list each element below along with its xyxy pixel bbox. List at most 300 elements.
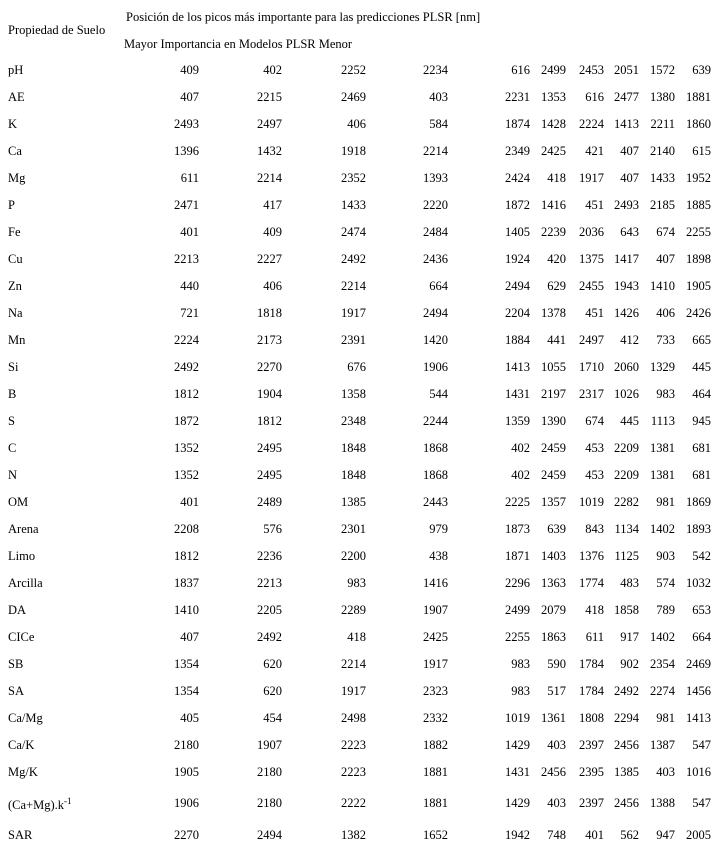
importance-scale-header: Mayor Importancia en Modelos PLSR Menor xyxy=(124,37,353,51)
peak-value: 2274 xyxy=(650,684,675,698)
peak-value: 2323 xyxy=(423,684,448,698)
property-label: Si xyxy=(8,360,19,374)
peak-value: 1353 xyxy=(541,90,566,104)
peak-value: 902 xyxy=(620,657,639,671)
peak-value: 620 xyxy=(263,657,282,671)
peak-value: 2354 xyxy=(650,657,675,671)
peak-value: 2215 xyxy=(257,90,282,104)
peak-value: 947 xyxy=(656,828,675,842)
table-row xyxy=(0,63,719,81)
peak-value: 1134 xyxy=(614,522,639,536)
peak-value: 2492 xyxy=(614,684,639,698)
peak-value: 1387 xyxy=(650,738,675,752)
peak-value: 2209 xyxy=(614,468,639,482)
peak-value: 2180 xyxy=(174,738,199,752)
peak-value: 2197 xyxy=(541,387,566,401)
peak-value: 2494 xyxy=(423,306,448,320)
peak-value: 2236 xyxy=(257,549,282,563)
peak-value: 1924 xyxy=(505,252,530,266)
peak-value: 1906 xyxy=(174,796,199,810)
peak-value: 1881 xyxy=(423,796,448,810)
peak-value: 1032 xyxy=(686,576,711,590)
peak-value: 2220 xyxy=(423,198,448,212)
peak-value: 2255 xyxy=(686,225,711,239)
table-row xyxy=(0,576,719,594)
peak-value: 2492 xyxy=(257,630,282,644)
peak-value: 440 xyxy=(180,279,199,293)
peak-value: 611 xyxy=(585,630,604,644)
peak-value: 1402 xyxy=(650,522,675,536)
table-row xyxy=(0,738,719,756)
table-row xyxy=(0,684,719,702)
property-label: P xyxy=(8,198,15,212)
peak-value: 1426 xyxy=(614,306,639,320)
property-label: S xyxy=(8,414,15,428)
peak-value: 2200 xyxy=(341,549,366,563)
peak-value: 1016 xyxy=(686,765,711,779)
peak-value: 643 xyxy=(620,225,639,239)
peak-value: 2296 xyxy=(505,576,530,590)
peak-value: 1403 xyxy=(541,549,566,563)
peak-value: 2209 xyxy=(614,441,639,455)
peak-value: 1431 xyxy=(505,765,530,779)
peak-value: 2180 xyxy=(257,796,282,810)
property-label: SA xyxy=(8,684,24,698)
peak-value: 590 xyxy=(547,657,566,671)
peak-value: 2459 xyxy=(541,468,566,482)
peak-value: 547 xyxy=(692,738,711,752)
peak-value: 574 xyxy=(656,576,675,590)
peak-value: 2223 xyxy=(341,738,366,752)
peak-value: 1376 xyxy=(579,549,604,563)
peak-value: 1881 xyxy=(423,765,448,779)
peak-value: 547 xyxy=(692,796,711,810)
peak-value: 517 xyxy=(547,684,566,698)
peak-value: 2224 xyxy=(174,333,199,347)
peak-value: 2239 xyxy=(541,225,566,239)
peak-value: 1358 xyxy=(341,387,366,401)
peak-value: 1942 xyxy=(505,828,530,842)
peak-value: 674 xyxy=(585,414,604,428)
peak-value: 2214 xyxy=(341,279,366,293)
peak-value: 407 xyxy=(180,90,199,104)
peak-value: 917 xyxy=(620,630,639,644)
peak-value: 1363 xyxy=(541,576,566,590)
peak-value: 1873 xyxy=(505,522,530,536)
peak-value: 983 xyxy=(656,387,675,401)
peak-value: 2493 xyxy=(614,198,639,212)
peak-value: 748 xyxy=(547,828,566,842)
peak-value: 983 xyxy=(511,657,530,671)
peak-value: 407 xyxy=(656,252,675,266)
peak-value: 403 xyxy=(429,90,448,104)
peak-value: 2294 xyxy=(614,711,639,725)
peak-value: 2005 xyxy=(686,828,711,842)
peak-value: 1352 xyxy=(174,441,199,455)
peak-value: 1872 xyxy=(174,414,199,428)
peak-value: 418 xyxy=(585,603,604,617)
peak-value: 454 xyxy=(263,711,282,725)
property-label: N xyxy=(8,468,18,482)
peak-value: 1352 xyxy=(174,468,199,482)
peak-value: 2244 xyxy=(423,414,448,428)
peak-value: 405 xyxy=(180,711,199,725)
property-label: Ca/K xyxy=(8,738,35,752)
label-superscript: -1 xyxy=(64,796,72,806)
peak-value: 639 xyxy=(547,522,566,536)
peak-value: 1381 xyxy=(650,441,675,455)
peak-value: 445 xyxy=(620,414,639,428)
peak-value: 2493 xyxy=(174,117,199,131)
peak-value: 2211 xyxy=(650,117,675,131)
peak-value: 1882 xyxy=(423,738,448,752)
peak-value: 1917 xyxy=(341,306,366,320)
peak-value: 453 xyxy=(585,468,604,482)
peak-value: 1874 xyxy=(505,117,530,131)
peak-value: 2270 xyxy=(174,828,199,842)
peak-value: 2252 xyxy=(341,63,366,77)
peak-value: 2425 xyxy=(423,630,448,644)
peak-value: 2477 xyxy=(614,90,639,104)
table-row xyxy=(0,796,719,814)
peak-value: 721 xyxy=(180,306,199,320)
peak-value: 1848 xyxy=(341,441,366,455)
peak-value: 576 xyxy=(263,522,282,536)
property-label: DA xyxy=(8,603,27,617)
table-row xyxy=(0,495,719,513)
peak-value: 2497 xyxy=(579,333,604,347)
peak-value: 1354 xyxy=(174,684,199,698)
peak-value: 733 xyxy=(656,333,675,347)
peak-value: 406 xyxy=(347,117,366,131)
peak-value: 2317 xyxy=(579,387,604,401)
property-label: C xyxy=(8,441,17,455)
property-label: Cu xyxy=(8,252,23,266)
peak-value: 1818 xyxy=(257,306,282,320)
peak-value: 1026 xyxy=(614,387,639,401)
peak-value: 1917 xyxy=(341,684,366,698)
property-column-header: Propiedad de Suelo xyxy=(8,23,106,37)
peak-value: 2471 xyxy=(174,198,199,212)
peak-value: 2173 xyxy=(257,333,282,347)
table-row xyxy=(0,117,719,135)
peak-value: 2436 xyxy=(423,252,448,266)
peak-value: 1431 xyxy=(505,387,530,401)
peak-value: 1904 xyxy=(257,387,282,401)
peak-value: 1917 xyxy=(579,171,604,185)
table-row xyxy=(0,441,719,459)
peak-value: 418 xyxy=(347,630,366,644)
peak-value: 1354 xyxy=(174,657,199,671)
peak-value: 542 xyxy=(692,549,711,563)
peak-value: 1907 xyxy=(423,603,448,617)
peak-value: 1652 xyxy=(423,828,448,842)
peak-value: 2425 xyxy=(541,144,566,158)
peak-value: 981 xyxy=(656,711,675,725)
table-row xyxy=(0,198,719,216)
peak-value: 1390 xyxy=(541,414,566,428)
peak-value: 464 xyxy=(692,387,711,401)
peak-value: 2051 xyxy=(614,63,639,77)
table-row xyxy=(0,306,719,324)
table-row xyxy=(0,252,719,270)
peak-value: 2223 xyxy=(341,765,366,779)
peak-value: 451 xyxy=(585,198,604,212)
peak-value: 2498 xyxy=(341,711,366,725)
peak-value: 2213 xyxy=(257,576,282,590)
peak-value: 1869 xyxy=(686,495,711,509)
peak-value: 438 xyxy=(429,549,448,563)
peak-value: 2492 xyxy=(341,252,366,266)
property-label: Mg xyxy=(8,171,26,185)
peak-value: 1905 xyxy=(174,765,199,779)
peak-value: 2456 xyxy=(541,765,566,779)
peak-value: 412 xyxy=(620,333,639,347)
peak-value: 402 xyxy=(511,441,530,455)
peak-value: 616 xyxy=(585,90,604,104)
peak-value: 2453 xyxy=(579,63,604,77)
property-label: SAR xyxy=(8,828,33,842)
peak-value: 2222 xyxy=(341,796,366,810)
peak-value: 2349 xyxy=(505,144,530,158)
peak-value: 1432 xyxy=(257,144,282,158)
peak-value: 629 xyxy=(547,279,566,293)
peak-value: 403 xyxy=(656,765,675,779)
peak-value: 1416 xyxy=(423,576,448,590)
peak-value: 681 xyxy=(692,441,711,455)
peak-value: 1784 xyxy=(579,684,604,698)
peak-value: 1906 xyxy=(423,360,448,374)
peak-value: 441 xyxy=(547,333,566,347)
peak-value: 615 xyxy=(692,144,711,158)
peak-value: 1429 xyxy=(505,738,530,752)
peak-value: 403 xyxy=(547,796,566,810)
table-row xyxy=(0,522,719,540)
peak-value: 1417 xyxy=(614,252,639,266)
peak-value: 1405 xyxy=(505,225,530,239)
peak-value: 2060 xyxy=(614,360,639,374)
peak-value: 611 xyxy=(180,171,199,185)
peak-value: 1868 xyxy=(423,468,448,482)
table-row xyxy=(0,333,719,351)
property-label: Na xyxy=(8,306,23,320)
peak-value: 1382 xyxy=(341,828,366,842)
peak-value: 1784 xyxy=(579,657,604,671)
peak-value: 983 xyxy=(511,684,530,698)
table-row xyxy=(0,414,719,432)
peak-value: 2225 xyxy=(505,495,530,509)
peak-value: 616 xyxy=(511,63,530,77)
peak-value: 674 xyxy=(656,225,675,239)
table-row xyxy=(0,279,719,297)
table-row xyxy=(0,360,719,378)
peak-value: 2301 xyxy=(341,522,366,536)
peak-value: 1329 xyxy=(650,360,675,374)
peak-value: 2456 xyxy=(614,738,639,752)
table-row xyxy=(0,90,719,108)
peak-value: 1375 xyxy=(579,252,604,266)
peak-value: 1872 xyxy=(505,198,530,212)
peak-value: 2495 xyxy=(257,468,282,482)
peak-value: 2205 xyxy=(257,603,282,617)
peak-value: 1812 xyxy=(257,414,282,428)
peak-value: 1413 xyxy=(505,360,530,374)
peak-value: 2185 xyxy=(650,198,675,212)
peak-value: 1917 xyxy=(423,657,448,671)
property-label: Arena xyxy=(8,522,39,536)
property-label: SB xyxy=(8,657,24,671)
peak-value: 1863 xyxy=(541,630,566,644)
peak-value: 1808 xyxy=(579,711,604,725)
peak-value: 483 xyxy=(620,576,639,590)
property-label: CICe xyxy=(8,630,35,644)
peak-value: 2395 xyxy=(579,765,604,779)
peak-value: 2489 xyxy=(257,495,282,509)
peak-value: 1410 xyxy=(174,603,199,617)
peak-value: 1381 xyxy=(650,468,675,482)
peak-value: 1868 xyxy=(423,441,448,455)
peak-value: 544 xyxy=(429,387,448,401)
property-label: pH xyxy=(8,63,24,77)
table-row xyxy=(0,828,719,846)
peak-value: 1357 xyxy=(541,495,566,509)
peak-value: 2474 xyxy=(341,225,366,239)
peak-value: 2289 xyxy=(341,603,366,617)
table-row xyxy=(0,468,719,486)
peak-value: 1918 xyxy=(341,144,366,158)
peak-value: 1420 xyxy=(423,333,448,347)
peak-value: 983 xyxy=(347,576,366,590)
peak-value: 2214 xyxy=(257,171,282,185)
peak-value: 2391 xyxy=(341,333,366,347)
peak-value: 2455 xyxy=(579,279,604,293)
peak-value: 1885 xyxy=(686,198,711,212)
peak-value: 1812 xyxy=(174,387,199,401)
peak-value: 903 xyxy=(656,549,675,563)
peak-value: 1380 xyxy=(650,90,675,104)
property-label: $(Ca+Mg).k^{-1}$ xyxy=(8,796,72,813)
peak-value: 1428 xyxy=(541,117,566,131)
peak-value: 584 xyxy=(429,117,448,131)
peak-value: 453 xyxy=(585,441,604,455)
peak-value: 2140 xyxy=(650,144,675,158)
property-label: B xyxy=(8,387,17,401)
peak-value: 1416 xyxy=(541,198,566,212)
peak-value: 1410 xyxy=(650,279,675,293)
peak-value: 1710 xyxy=(579,360,604,374)
peak-value: 1125 xyxy=(614,549,639,563)
peak-value: 402 xyxy=(263,63,282,77)
peak-value: 2495 xyxy=(257,441,282,455)
peak-value: 1893 xyxy=(686,522,711,536)
peak-value: 2499 xyxy=(505,603,530,617)
peak-value: 407 xyxy=(620,144,639,158)
peak-value: 2180 xyxy=(257,765,282,779)
peak-value: 401 xyxy=(180,495,199,509)
peak-value: 2424 xyxy=(505,171,530,185)
peak-value: 979 xyxy=(429,522,448,536)
peak-value: 2213 xyxy=(174,252,199,266)
peak-value: 417 xyxy=(263,198,282,212)
peak-value: 1774 xyxy=(579,576,604,590)
peak-value: 1812 xyxy=(174,549,199,563)
peak-value: 562 xyxy=(620,828,639,842)
peak-value: 418 xyxy=(547,171,566,185)
peak-value: 1361 xyxy=(541,711,566,725)
peak-value: 1378 xyxy=(541,306,566,320)
peak-value: 1413 xyxy=(686,711,711,725)
peak-value: 2352 xyxy=(341,171,366,185)
peak-value: 2214 xyxy=(423,144,448,158)
peak-value: 1456 xyxy=(686,684,711,698)
peak-value: 2079 xyxy=(541,603,566,617)
table-row xyxy=(0,171,719,189)
peak-value: 676 xyxy=(347,360,366,374)
property-label: K xyxy=(8,117,18,131)
peak-value: 2426 xyxy=(686,306,711,320)
peak-value: 1385 xyxy=(614,765,639,779)
table-row xyxy=(0,225,719,243)
peak-value: 2234 xyxy=(423,63,448,77)
peak-value: 1898 xyxy=(686,252,711,266)
peak-value: 1433 xyxy=(650,171,675,185)
peak-value: 421 xyxy=(585,144,604,158)
peak-value: 2459 xyxy=(541,441,566,455)
property-label: Limo xyxy=(8,549,36,563)
property-label: Mg/K xyxy=(8,765,38,779)
peak-value: 2036 xyxy=(579,225,604,239)
peak-value: 2270 xyxy=(257,360,282,374)
peak-value: 1943 xyxy=(614,279,639,293)
table-row xyxy=(0,549,719,567)
peak-value: 1837 xyxy=(174,576,199,590)
peak-value: 1858 xyxy=(614,603,639,617)
table-row xyxy=(0,630,719,648)
peak-value: 403 xyxy=(547,738,566,752)
table-row xyxy=(0,711,719,729)
peak-value: 409 xyxy=(263,225,282,239)
peak-value: 2227 xyxy=(257,252,282,266)
peak-value: 1019 xyxy=(579,495,604,509)
peak-value: 2282 xyxy=(614,495,639,509)
peak-value: 2332 xyxy=(423,711,448,725)
table-row xyxy=(0,387,719,405)
peak-value: 1433 xyxy=(341,198,366,212)
peak-value: 2497 xyxy=(257,117,282,131)
property-label: Zn xyxy=(8,279,22,293)
peak-value: 1848 xyxy=(341,468,366,482)
peaks-column-header: Posición de los picos más importante para las predicciones PLSR [nm] xyxy=(126,10,481,24)
peak-value: 407 xyxy=(180,630,199,644)
peak-value: 2208 xyxy=(174,522,199,536)
peak-value: 1396 xyxy=(174,144,199,158)
peak-value: 401 xyxy=(180,225,199,239)
peak-value: 1429 xyxy=(505,796,530,810)
peak-value: 2214 xyxy=(341,657,366,671)
property-label: Arcilla xyxy=(8,576,43,590)
peak-value: 1019 xyxy=(505,711,530,725)
property-label: OM xyxy=(8,495,29,509)
peak-value: 2494 xyxy=(505,279,530,293)
table-row xyxy=(0,144,719,162)
property-label: AE xyxy=(8,90,25,104)
peak-value: 1402 xyxy=(650,630,675,644)
peak-value: 664 xyxy=(692,630,711,644)
peak-value: 445 xyxy=(692,360,711,374)
peak-value: 2443 xyxy=(423,495,448,509)
peak-value: 1881 xyxy=(686,90,711,104)
table-row xyxy=(0,765,719,783)
